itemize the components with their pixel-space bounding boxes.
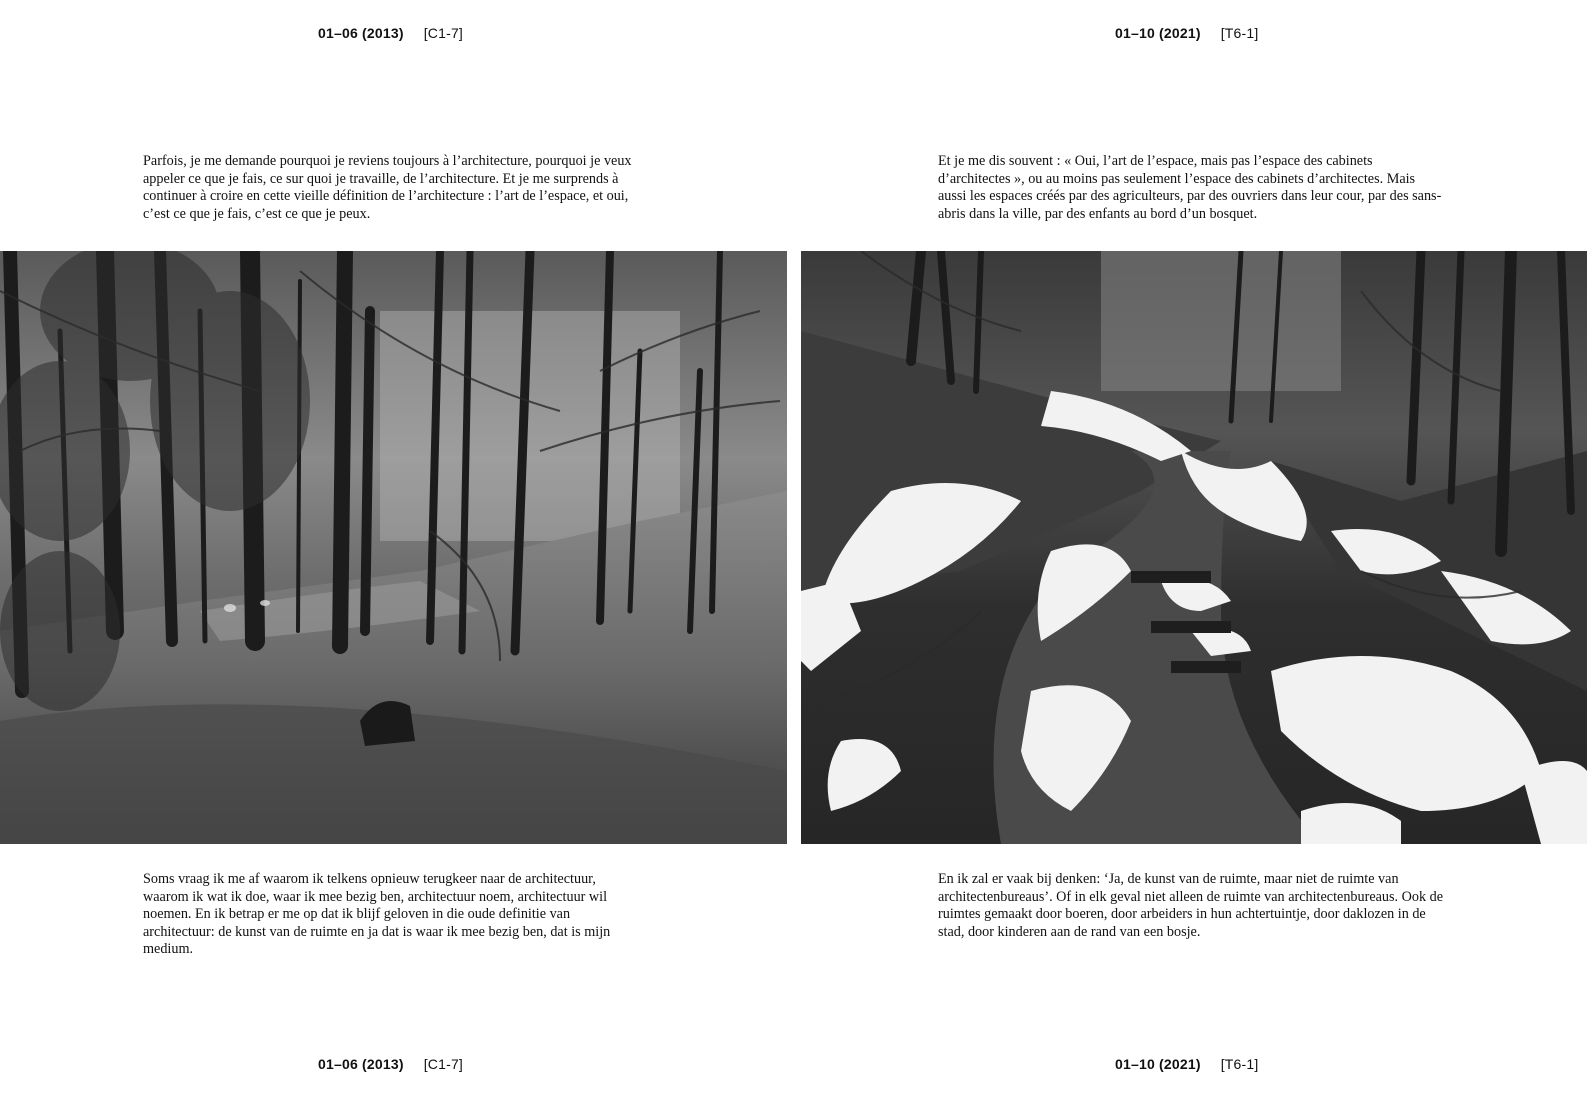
snowy-path-photo bbox=[801, 251, 1587, 844]
plate-number: 01–06 (2013) bbox=[318, 25, 404, 41]
snowy-path-image bbox=[801, 251, 1587, 844]
french-text-right: Et je me dis souvent : « Oui, l’art de l’espace, mais pas l’espace des cabinets d’architectes », ou au moins pas seulement l’espace des cabinets d’architectes. Mais aussi les espaces créés par des agriculteurs, par des ouvriers dans leur cour, par des sans-abris dans la ville, par des enfants au bord d’un bosquet. bbox=[938, 153, 1442, 222]
plate-code: [T6-1] bbox=[1220, 25, 1259, 41]
dutch-text-right: En ik zal er vaak bij denken: ‘Ja, de kunst van de ruimte, maar niet de ruimte van architectenbureaus’. Of in elk geval niet alleen de ruimte van architectenbureaus. Ook de ruimtes gemaakt door boeren, door arbeiders in hun achtertuintje, door daklozen in de stad, door kinderen aan de rand van een bosje. bbox=[938, 871, 1444, 940]
forest-slope-image bbox=[0, 251, 787, 844]
folio-top-right bbox=[1115, 25, 1258, 41]
left-page bbox=[0, 0, 787, 1096]
plate-code: [T6-1] bbox=[1220, 1056, 1259, 1072]
dutch-text-left: Soms vraag ik me af waarom ik telkens opnieuw terugkeer naar de architectuur, waarom ik wat ik doe, waar ik mee bezig ben, architectuur noem, architectuur wil noemen. En ik betrap er me op dat ik blijf geloven in die oude definitie van architectuur: de kunst van de ruimte en ja dat is waar ik mee bezig ben, dat is mijn medium. bbox=[143, 871, 611, 958]
french-text-left: Parfois, je me demande pourquoi je reviens toujours à l’architecture, pourquoi je veux appeler ce que je fais, ce sur quoi je travaille, de l’architecture. Et je me surprends à continuer à croire en cette vieille définition de l’architecture : l’art de l’espace, et oui, c’est ce que je fais, c’est ce que je peux. bbox=[143, 153, 632, 222]
right-page bbox=[801, 0, 1587, 1096]
plate-number: 01–10 (2021) bbox=[1115, 25, 1201, 41]
plate-number: 01–10 (2021) bbox=[1115, 1056, 1201, 1072]
plate-code: [C1-7] bbox=[423, 1056, 464, 1072]
folio-top-left bbox=[318, 25, 463, 41]
folio-bottom-right bbox=[1115, 1056, 1258, 1072]
folio-bottom-left bbox=[318, 1056, 463, 1072]
plate-code: [C1-7] bbox=[423, 25, 464, 41]
forest-slope-photo bbox=[0, 251, 787, 844]
plate-number: 01–06 (2013) bbox=[318, 1056, 404, 1072]
